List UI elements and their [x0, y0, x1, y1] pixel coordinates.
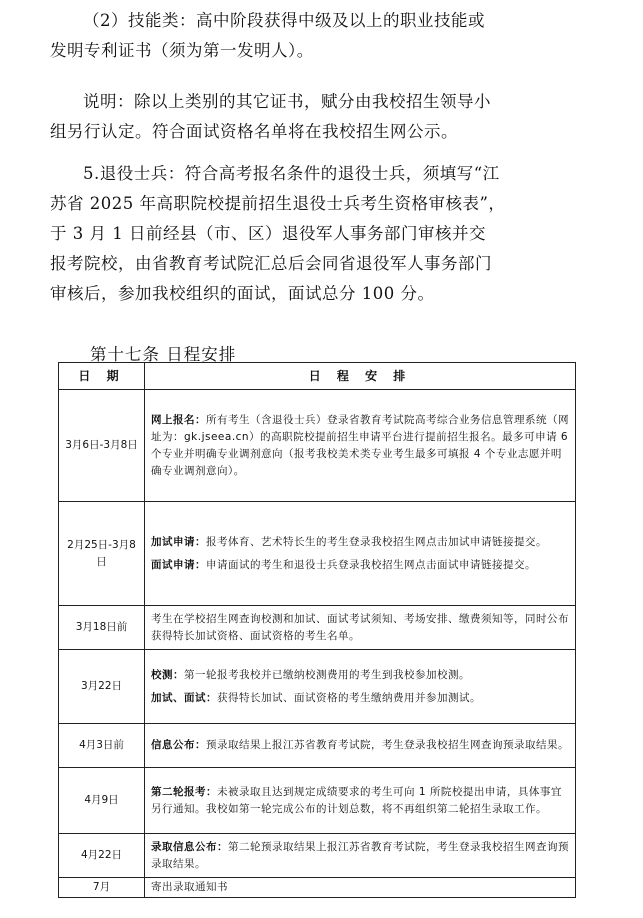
- item-text: 未被录取且达到规定成绩要求的考生可向 1 所院校提出申请，具体事宜另行通知。我校如第一轮完成公布的计划总数，将不再组织第二轮招生录取工作。: [151, 785, 562, 815]
- item-label: 加试申请：: [151, 535, 206, 548]
- text-line: 于 3 月 1 日前经县（市、区）退役军人事务部门审核并交: [50, 224, 486, 243]
- item-text: 获得特长加试、面试资格的考生缴纳费用并参加测试。: [217, 691, 481, 704]
- date-cell: 3月22日: [59, 650, 145, 724]
- paragraph-veterans: [50, 159, 638, 309]
- item-label: 面试申请：: [151, 558, 206, 571]
- item-text: 第二轮预录取结果上报江苏省教育考试院，考生登录我校招生网查询预录取结果。: [151, 840, 569, 870]
- column-header-date: 日 期: [59, 363, 145, 390]
- date-cell: 2月25日-3月8日: [59, 502, 145, 606]
- date-cell: 7月: [59, 878, 145, 898]
- table-row: [59, 878, 576, 898]
- table-row: [59, 502, 576, 606]
- date-cell: 4月3日前: [59, 724, 145, 768]
- item-label: 加试、面试：: [151, 691, 217, 704]
- schedule-cell: [145, 390, 576, 502]
- item-label: 第二轮报考：: [151, 785, 217, 798]
- date-cell: 4月9日: [59, 768, 145, 834]
- schedule-cell: [145, 834, 576, 878]
- schedule-cell: [145, 606, 576, 650]
- table-row: [59, 606, 576, 650]
- schedule-cell: [145, 502, 576, 606]
- table-row: [59, 390, 576, 502]
- text-line: 发明专利证书（须为第一发明人）。: [50, 41, 314, 60]
- item-text: 预录取结果上报江苏省教育考试院，考生登录我校招生网查询预录取结果。: [206, 739, 569, 751]
- schedule-cell: [145, 768, 576, 834]
- item-label: 录取信息公布：: [151, 840, 228, 853]
- date-cell: 3月18日前: [59, 606, 145, 650]
- table-row: [59, 834, 576, 878]
- schedule-cell: [145, 724, 576, 768]
- text-line: 5.退役士兵：符合高考报名条件的退役士兵，须填写“江: [83, 164, 500, 183]
- table-row: [59, 724, 576, 768]
- item-label: 校测：: [151, 668, 184, 681]
- date-cell: 4月22日: [59, 834, 145, 878]
- table-header-row: [59, 363, 576, 390]
- date-cell: 3月6日-3月8日: [59, 390, 145, 502]
- schedule-cell: [145, 650, 576, 724]
- schedule-cell: [145, 878, 576, 898]
- schedule-table: [58, 362, 576, 898]
- column-header-schedule: 日 程 安 排: [145, 363, 576, 390]
- section-title: 第十七条 日程安排: [90, 345, 237, 364]
- item-label: 信息公布：: [151, 739, 206, 751]
- paragraph-note: [50, 87, 638, 147]
- item-text: 申请面试的考生和退役士兵登录我校招生网点击面试申请链接提交。: [206, 558, 536, 571]
- table-row: [59, 650, 576, 724]
- item-text: 寄出录取通知书: [151, 881, 228, 893]
- text-line: 苏省 2025 年高职院校提前招生退役士兵考生资格审核表”，: [50, 194, 506, 213]
- table-row: [59, 768, 576, 834]
- item-text: 所有考生（含退役士兵）登录省教育考试院高考综合业务信息管理系统（网址为：gk.jseea.cn）的高职院校提前招生申请平台进行提前招生报名。最多可申请 6 个专业并明确专业调剂意向（报考我校美术类专业考生最多可填报 4 个专业志愿并明确专业调剂意向）。: [151, 413, 569, 477]
- item-text: 考生在学校招生网查询校测和加试、面试考试须知、考场安排、缴费须知等，同时公布获得特长加试资格、面试资格的考生名单。: [151, 612, 569, 642]
- item-text: 第一轮报考我校并已缴纳校测费用的考生到我校参加校测。: [184, 668, 470, 681]
- item-label: 网上报名：: [151, 413, 206, 426]
- text-line: （2）技能类：高中阶段获得中级及以上的职业技能或: [83, 11, 485, 30]
- item-text: 报考体育、艺术特长生的考生登录我校招生网点击加试申请链接提交。: [206, 535, 547, 548]
- text-line: 审核后，参加我校组织的面试，面试总分 100 分。: [50, 284, 435, 303]
- text-line: 组另行认定。符合面试资格名单将在我校招生网公示。: [50, 122, 458, 141]
- text-line: 报考院校，由省教育考试院汇总后会同省退役军人事务部门: [50, 254, 492, 273]
- paragraph-skills: [50, 6, 638, 66]
- text-line: 说明：除以上类别的其它证书，赋分由我校招生领导小: [83, 92, 491, 111]
